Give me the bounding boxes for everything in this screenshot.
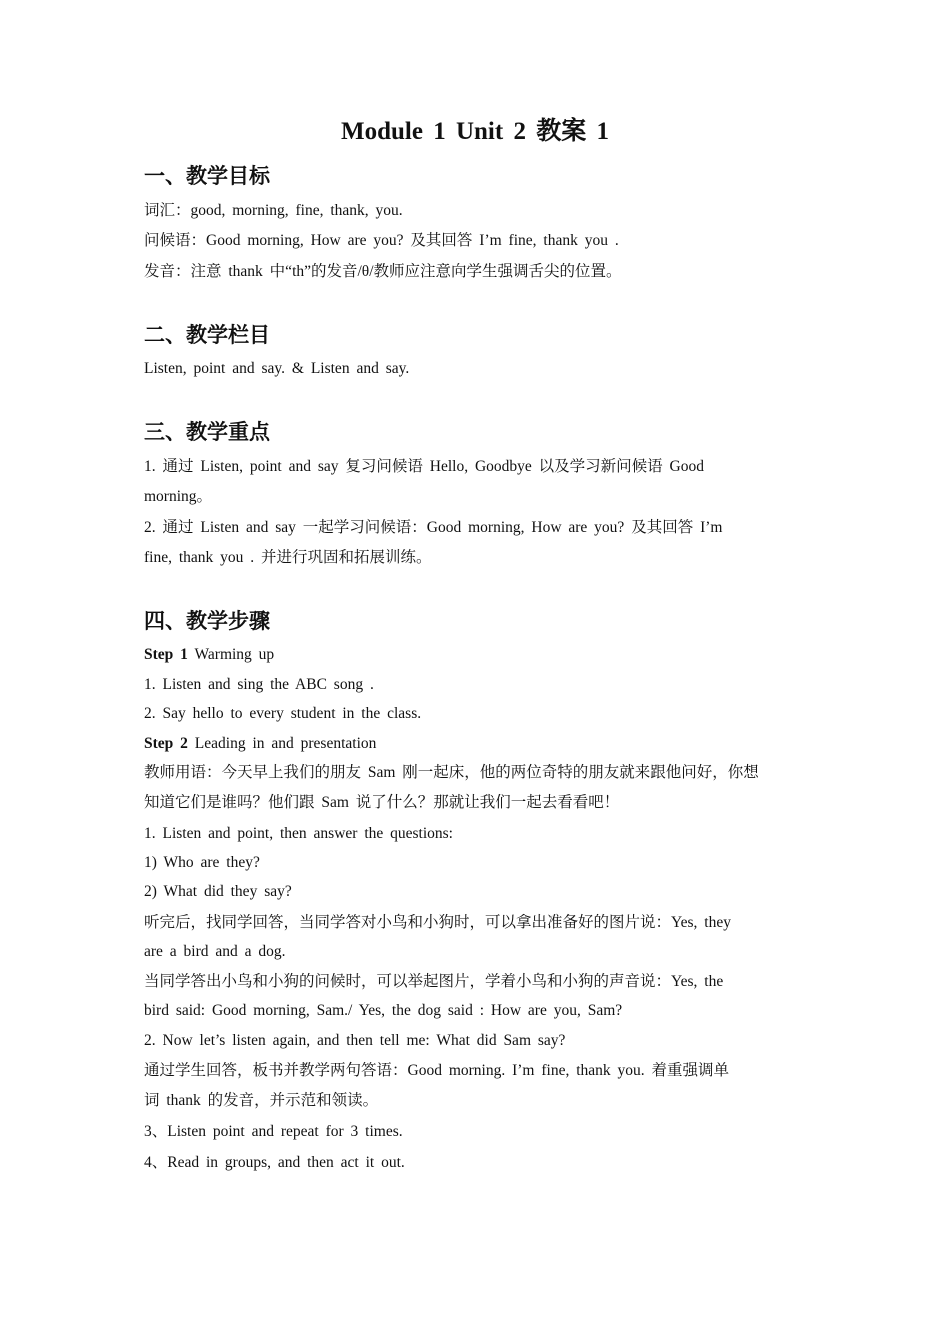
section-heading-key-points: 三、教学重点	[144, 420, 270, 444]
step-2-line-7: are a bird and a dog.	[144, 943, 286, 960]
step-1-item-2: 2. Say hello to every student in the class.	[144, 705, 422, 722]
section-heading-steps: 四、教学步骤	[144, 609, 270, 633]
step-2-line-9: bird said: Good morning, Sam./ Yes, the dog said : How are you, Sam?	[144, 1002, 623, 1019]
section-heading-objectives: 一、教学目标	[144, 164, 270, 188]
step-2-line-5: 2) What did they say?	[144, 883, 292, 900]
step-2-line-8: 当同学答出小鸟和小狗的问候时，可以举起图片，学着小鸟和小狗的声音说：Yes, the	[144, 973, 724, 990]
step-2-line-13: 3、Listen point and repeat for 3 times.	[144, 1123, 403, 1140]
step-1-item-1: 1. Listen and sing the ABC song .	[144, 676, 374, 693]
section-heading-columns: 二、教学栏目	[144, 323, 270, 347]
step-2-title: Leading in and presentation	[187, 735, 377, 752]
step-2-line-2: 知道它们是谁吗？他们跟 Sam 说了什么？那就让我们一起去看看吧！	[144, 794, 620, 811]
page-title: Module 1 Unit 2 教案 1	[341, 118, 609, 145]
step-1-label: Step 1	[144, 646, 188, 663]
step-1-title: Warming up	[187, 646, 275, 663]
step-2-line-12: 词 thank 的发音，并示范和领读。	[144, 1092, 379, 1109]
step-2-line-3: 1. Listen and point, then answer the questions:	[144, 825, 453, 842]
step-2-line-6: 听完后，找同学回答，当同学答对小鸟和小狗时，可以拿出准备好的图片说：Yes, they	[144, 914, 731, 931]
step-2-line-4: 1) Who are they?	[144, 854, 260, 871]
step-2-header	[144, 732, 376, 756]
step-1-header	[144, 643, 274, 667]
key-point-2-line-b: fine, thank you . 并进行巩固和拓展训练。	[144, 549, 432, 566]
step-2-line-14: 4、Read in groups, and then act it out.	[144, 1154, 405, 1171]
step-2-line-1: 教师用语：今天早上我们的朋友 Sam 刚一起床，他的两位奇特的朋友就来跟他问好，你想	[144, 764, 759, 781]
objectives-vocabulary-line: 词汇：good, morning, fine, thank, you.	[144, 202, 403, 219]
key-point-2-line-a: 2. 通过 Listen and say 一起学习问候语：Good morning, How are you? 及其回答 I’m	[144, 519, 723, 536]
key-point-1-line-a: 1. 通过 Listen, point and say 复习问候语 Hello, Goodbye 以及学习新问候语 Good	[144, 458, 704, 475]
key-point-1-line-b: morning。	[144, 488, 213, 505]
objectives-pronunciation-line: 发音：注意 thank 中“th”的发音/θ/教师应注意向学生强调舌尖的位置。	[144, 263, 622, 280]
objectives-greeting-line: 问候语：Good morning, How are you? 及其回答 I’m fine, thank you .	[144, 232, 619, 249]
step-2-label: Step 2	[144, 735, 188, 752]
step-2-line-10: 2. Now let’s listen again, and then tell me: What did Sam say?	[144, 1032, 566, 1049]
columns-line: Listen, point and say. & Listen and say.	[144, 360, 410, 377]
step-2-line-11: 通过学生回答，板书并教学两句答语：Good morning. I’m fine, thank you. 着重强调单	[144, 1062, 730, 1079]
